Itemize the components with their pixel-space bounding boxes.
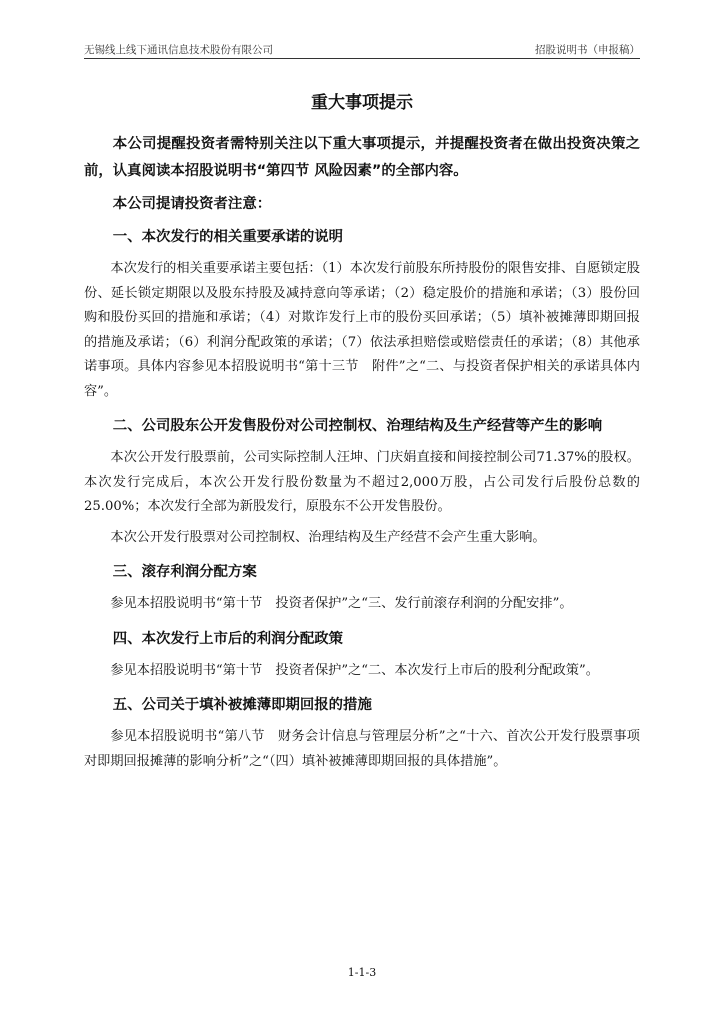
section-4-paragraph: 参见本招股说明书“第十节 投资者保护”之“二、本次发行上市后的股利分配政策”。 — [110, 662, 599, 678]
section-2-paragraph-1: 本次公开发行股票前，公司实际控制人汪坤、门庆娟直接和间接控制公司71.37%的股权。本次发行完成后，本次公开发行股份数量为不超过2,000万股，占公司发行后股份总数的25.00%；本次发行全部为新股发行，原股东不公开发售股份。 — [84, 450, 640, 514]
intro-reminder: 本公司提醒投资者需特别关注以下重大事项提示，并提醒投资者在做出投资决策之前，认真阅读本招股说明书“第四节 风险因素”的全部内容。 — [84, 136, 640, 179]
section-2-paragraph-2: 本次公开发行股票对公司控制权、治理结构及生产经营不会产生重大影响。 — [110, 529, 546, 545]
page-header — [84, 38, 640, 59]
page-title: 重大事项提示 — [311, 93, 413, 113]
document-type: 招股说明书（申报稿） — [535, 44, 640, 56]
section-1-paragraph: 本次发行的相关重要承诺主要包括：（1）本次发行前股东所持股份的限售安排、自愿锁定股份、延长锁定期限以及股东持股及减持意向等承诺；（2）稳定股价的措施和承诺；（3）股份回购和股份买回的措施和承诺；（4）对欺诈发行上市的股份买回承诺；（5）填补被摊薄即期回报的措施及承诺；（6）利润分配政策的承诺；（7）依法承担赔偿或赔偿责任的承诺；（8）其他承诺事项。具体内容参见本招股说明书“第十三节 附件”之“二、与投资者保护相关的承诺具体内容”。 — [84, 261, 640, 399]
section-2-heading: 二、公司股东公开发售股份对公司控制权、治理结构及生产经营等产生的影响 — [112, 418, 603, 434]
section-1-heading: 一、本次发行的相关重要承诺的说明 — [112, 229, 344, 245]
page-number: 1-1-3 — [347, 966, 377, 979]
section-3-heading: 三、滚存利润分配方案 — [112, 564, 257, 580]
page-content — [84, 88, 640, 774]
section-4-heading: 四、本次发行上市后的利润分配政策 — [112, 630, 344, 647]
section-3-paragraph: 参见本招股说明书“第十节 投资者保护”之“三、发行前滚存利润的分配安排”。 — [110, 596, 573, 611]
section-5-heading: 五、公司关于填补被摊薄即期回报的措施 — [112, 697, 372, 713]
intro-attention: 本公司提请投资者注意： — [112, 196, 272, 212]
section-5-paragraph: 参见本招股说明书“第八节 财务会计信息与管理层分析”之“十六、首次公开发行股票事项对即期回报摊薄的影响分析”之“（四）填补被摊薄即期回报的具体措施”。 — [84, 729, 640, 769]
company-name: 无锡线上线下通讯信息技术股份有限公司 — [84, 44, 273, 56]
